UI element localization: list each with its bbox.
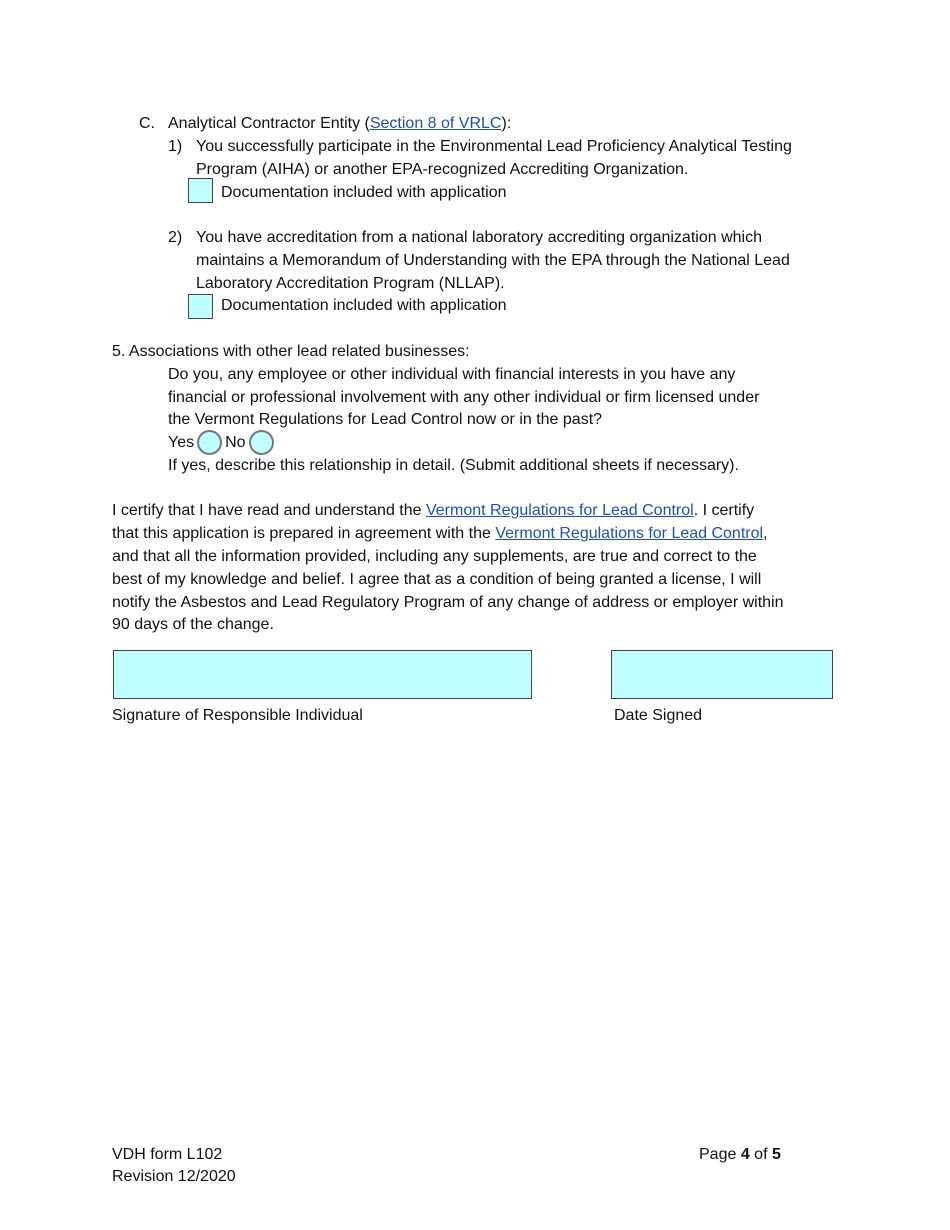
section5-describe: If yes, describe this relationship in detail. (Submit additional sheets if necessary). [168,457,739,474]
item1-number: 1) [168,138,183,155]
item1-text-line2: Program (AIHA) or another EPA-recognized Accrediting Organization. [196,161,689,178]
certification-line3: and that all the information provided, including any supplements, are true and correct to the [112,548,757,565]
item2-checkbox-label: Documentation included with application [221,297,507,314]
yes-radio[interactable] [197,430,222,455]
item1-documentation-checkbox[interactable] [188,178,213,203]
section5-question-line3: the Vermont Regulations for Lead Control now or in the past? [168,411,603,428]
date-signed-field[interactable] [611,650,833,699]
page-current: 4 [740,1146,750,1163]
signature-field[interactable] [113,650,532,699]
item1-text-line1: You successfully participate in the Environmental Lead Proficiency Analytical Testing [196,138,792,155]
certification-line4: best of my knowledge and belief. I agree that as a condition of being granted a license, I will [112,571,762,588]
certification-line2 [112,522,768,545]
section-c-title [168,112,511,135]
section5-question-line2: financial or professional involvement with any other individual or firm licensed under [168,389,760,406]
section-c-title-post: ): [501,115,512,132]
item2-documentation-checkbox[interactable] [188,294,213,319]
date-signed-label: Date Signed [614,707,703,724]
yes-no-row [168,429,277,456]
item2-number: 2) [168,229,183,246]
signature-label: Signature of Responsible Individual [112,707,363,724]
yes-label: Yes [168,434,195,451]
certification-line5: notify the Asbestos and Lead Regulatory Program of any change of address or employer within [112,594,784,611]
page-pre: Page [699,1146,741,1163]
footer-page-number [699,1143,781,1166]
cert-l2-post: , [763,525,768,542]
page-total: 5 [771,1146,781,1163]
item2-text-line2: maintains a Memorandum of Understanding with the EPA through the National Lead [196,252,790,269]
vrlc-link-2[interactable]: Vermont Regulations for Lead Control [495,525,764,542]
footer-form-id: VDH form L102 [112,1146,223,1163]
cert-l1-post: . I certify [693,502,755,519]
footer-revision: Revision 12/2020 [112,1168,236,1185]
certification-line1 [112,499,754,522]
section5-question-line1: Do you, any employee or other individual with financial interests in you have any [168,366,736,383]
section-8-vrlc-link[interactable]: Section 8 of VRLC [369,115,502,132]
section-c-title-pre: Analytical Contractor Entity ( [168,115,370,132]
no-label: No [225,434,246,451]
item1-checkbox-label: Documentation included with application [221,184,507,201]
cert-l2-pre: that this application is prepared in agreement with the [112,525,496,542]
certification-line6: 90 days of the change. [112,616,274,633]
page-mid: of [749,1146,772,1163]
section5-heading: 5. Associations with other lead related businesses: [112,343,470,360]
cert-l1-pre: I certify that I have read and understand the [112,502,426,519]
vrlc-link-1[interactable]: Vermont Regulations for Lead Control [425,502,694,519]
item2-text-line3: Laboratory Accreditation Program (NLLAP). [196,275,505,292]
no-radio[interactable] [249,430,274,455]
item2-text-line1: You have accreditation from a national laboratory accrediting organization which [196,229,762,246]
section-c-marker: C. [139,115,155,132]
